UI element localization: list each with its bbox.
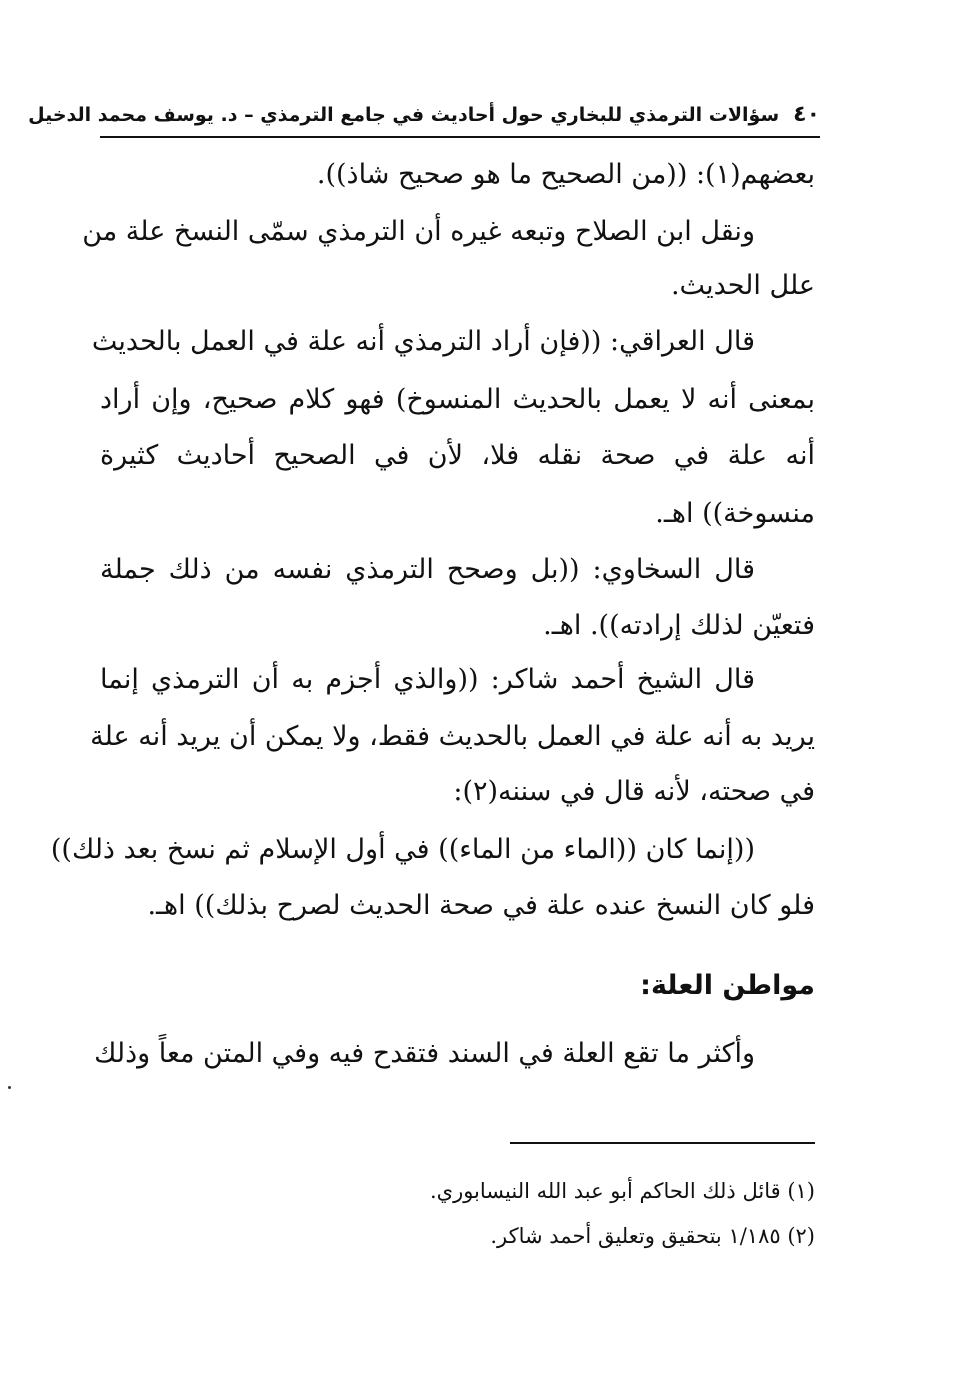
body-line: منسوخة)) اهـ. [655, 498, 815, 529]
quote-line: ((إنما كان ((الماء من الماء)) في أول الإسلام ثم نسخ بعد ذلك)) [50, 834, 755, 865]
running-header [28, 100, 820, 138]
page-number: ٤٠ [793, 102, 820, 127]
running-title: سؤالات الترمذي للبخاري حول أحاديث في جامع الترمذي – د. يوسف محمد الدخيل [28, 104, 780, 126]
body-line: بمعنى أنه لا يعمل بالحديث المنسوخ) فهو كلام صحيح، وإن أراد [100, 384, 815, 415]
paragraph-start: قال السخاوي: ((بل وصحح الترمذي نفسه من ذلك جملة [100, 554, 755, 585]
scan-speck [8, 1086, 11, 1089]
body-line: علل الحديث. [670, 270, 815, 301]
footnote: (١) قائل ذلك الحاكم أبو عبد الله النيسابوري. [429, 1179, 815, 1203]
body-line: أنه علة في صحة نقله فلا، لأن في الصحيح أحاديث كثيرة [100, 440, 815, 471]
body-line: فلو كان النسخ عنده علة في صحة الحديث لصرح بذلك)) اهـ. [147, 890, 815, 921]
body-line: يريد به أنه علة في العمل بالحديث فقط، ولا يمكن أن يريد أنه علة [90, 721, 815, 752]
body-line: بعضهم(١): ((من الصحيح ما هو صحيح شاذ)). [316, 159, 815, 190]
footnote-divider [510, 1142, 815, 1144]
body-line: فتعيّن لذلك إرادته)). اهـ. [543, 610, 815, 641]
footnote: (٢) ١/١٨٥ بتحقيق وتعليق أحمد شاكر. [490, 1224, 815, 1248]
paragraph-start: قال الشيخ أحمد شاكر: ((والذي أجزم به أن الترمذي إنما [100, 664, 755, 695]
paragraph-start: ونقل ابن الصلاح وتبعه غيره أن الترمذي سمّى النسخ علة من [82, 216, 755, 247]
paragraph-start: وأكثر ما تقع العلة في السند فتقدح فيه وفي المتن معاً وذلك [94, 1038, 755, 1069]
paragraph-start: قال العراقي: ((فإن أراد الترمذي أنه علة في العمل بالحديث [91, 326, 755, 357]
body-line: في صحته، لأنه قال في سننه(٢): [453, 776, 815, 807]
section-heading: مواطن العلة: [640, 970, 815, 1001]
